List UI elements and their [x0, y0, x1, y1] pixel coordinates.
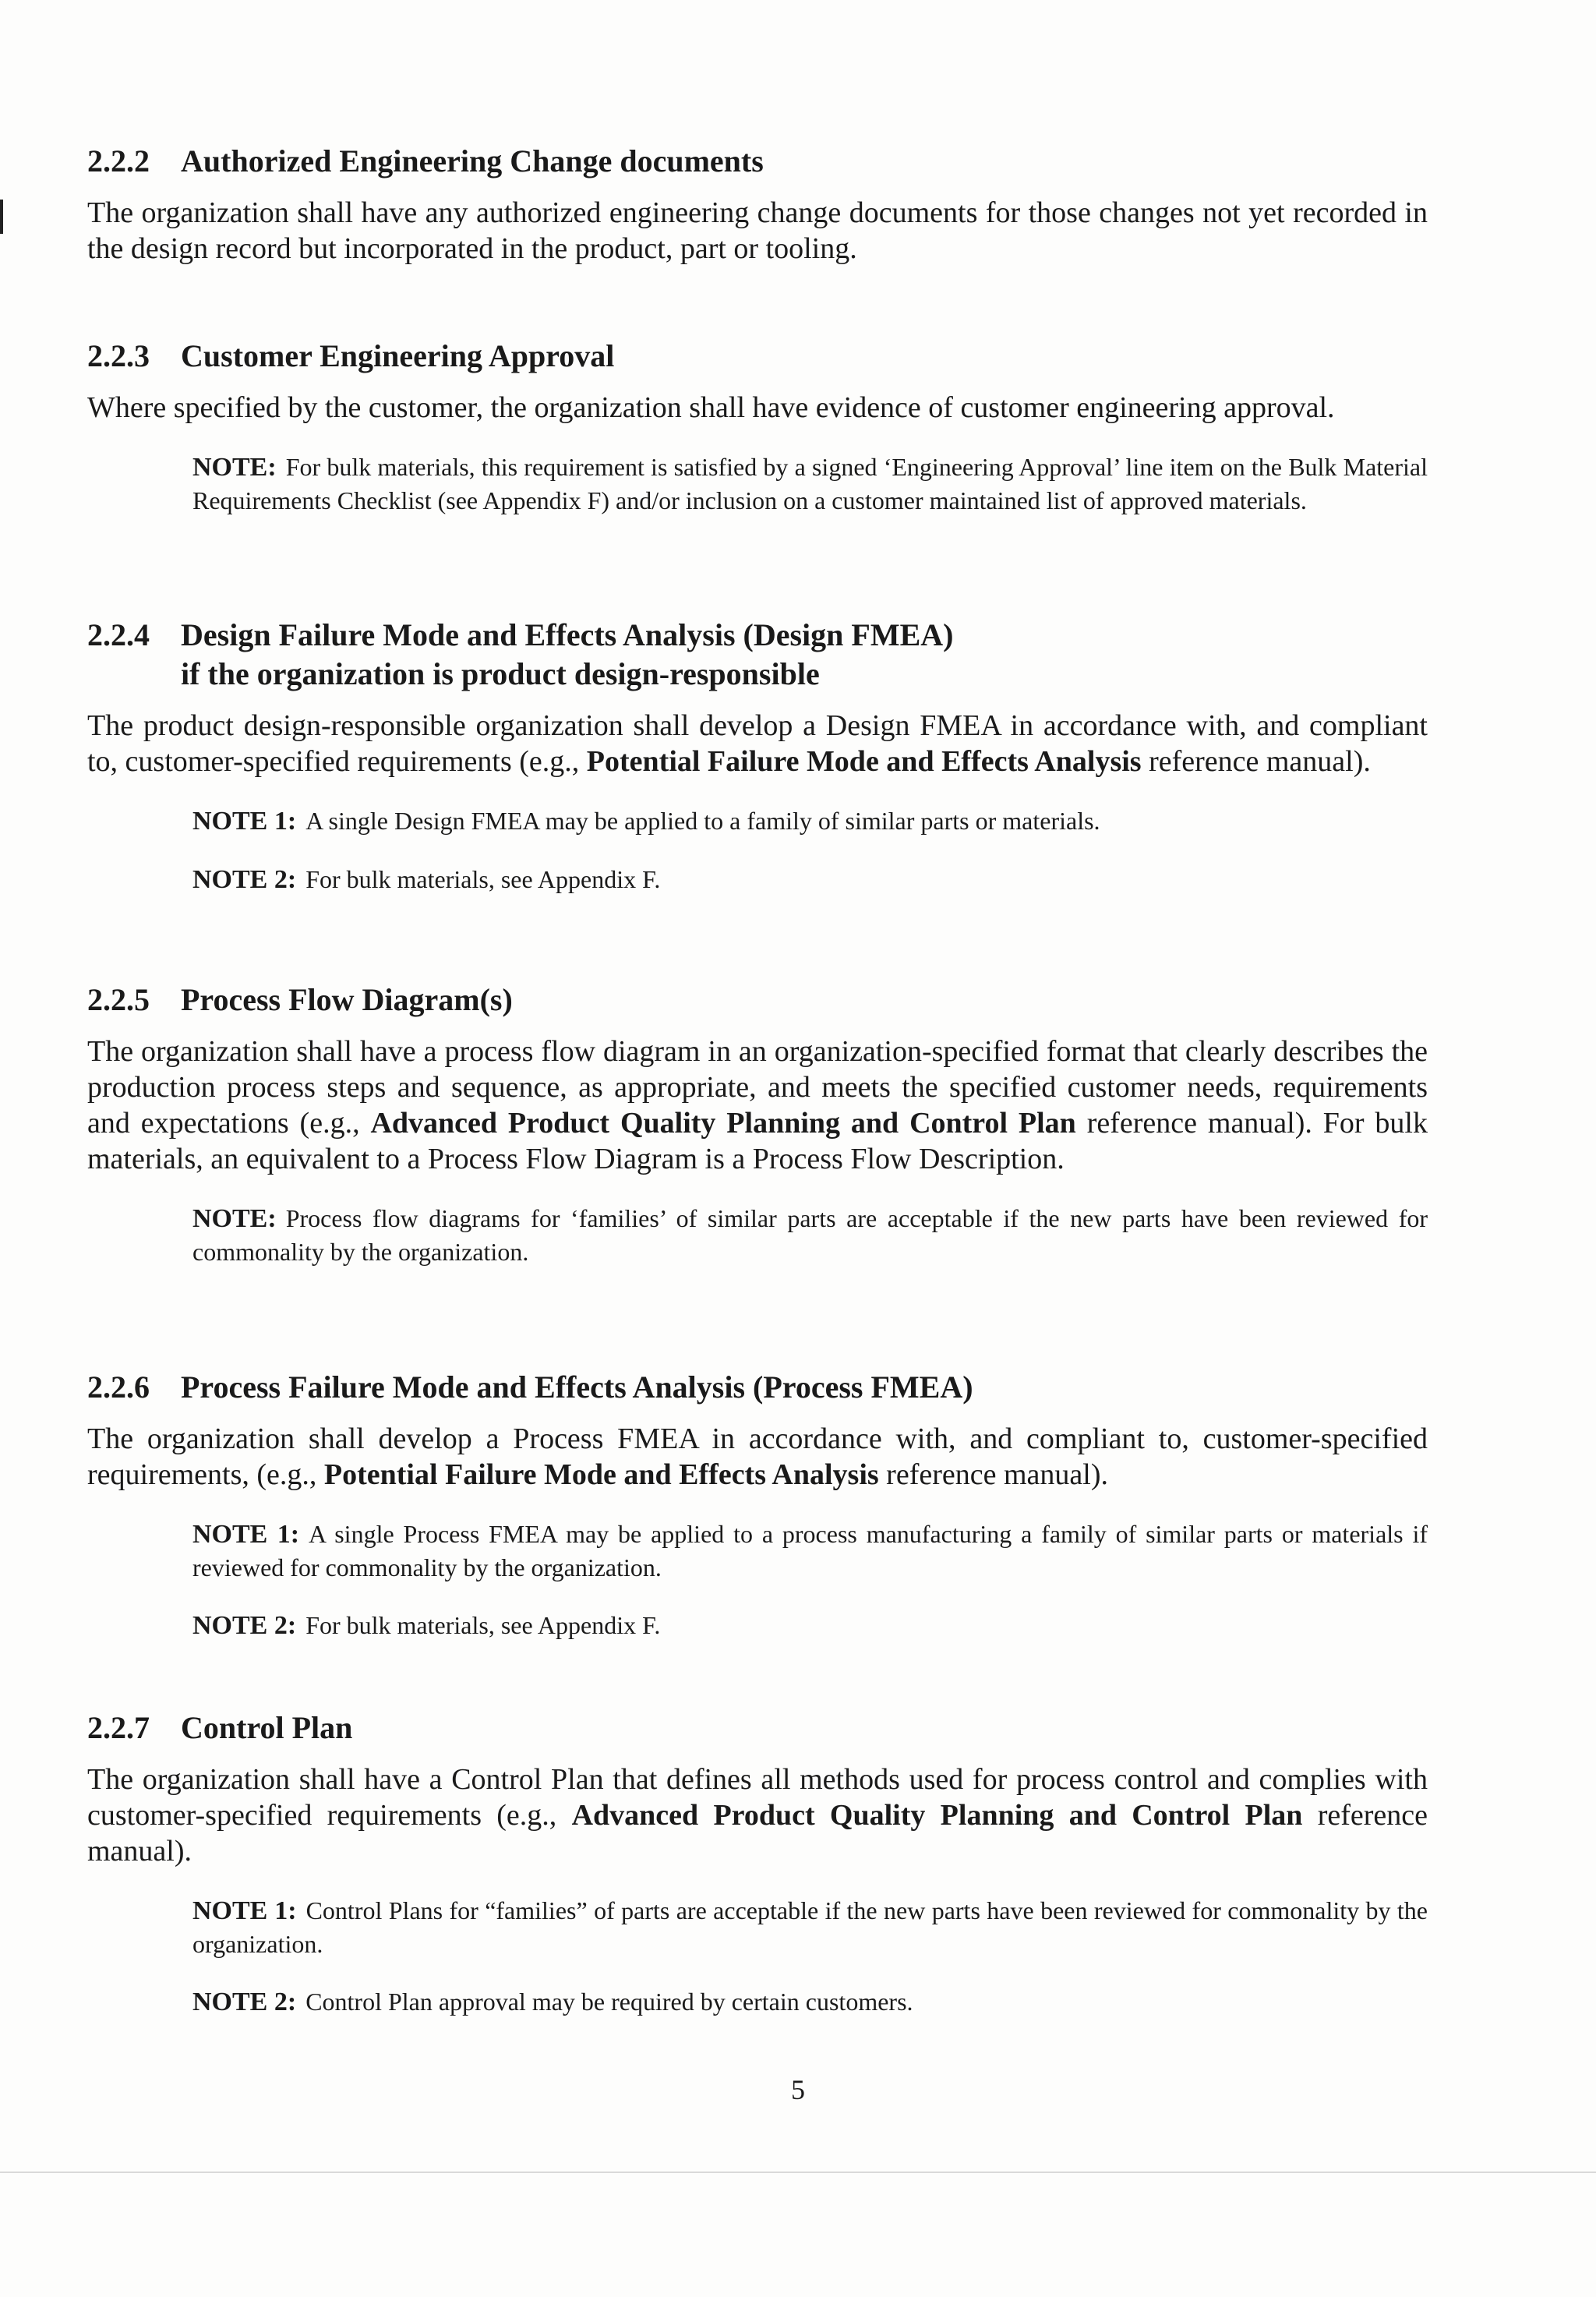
section-title: Process Failure Mode and Effects Analysis (Process FMEA)	[181, 1369, 973, 1405]
section-title: Authorized Engineering Change documents	[181, 143, 764, 178]
page-number: 5	[791, 2074, 805, 2105]
note-label: NOTE 1:	[192, 1896, 297, 1925]
section-2-2-3	[87, 337, 1428, 523]
section-body	[87, 708, 1428, 779]
section-body: The organization shall have any authorized engineering change documents for those changes not yet recorded in the design record but incorporated in the product, part or tooling.	[87, 196, 1428, 265]
note	[192, 1518, 1428, 1584]
section-title: Control Plan	[181, 1710, 353, 1745]
section-body	[87, 1421, 1428, 1493]
section-body	[87, 1034, 1428, 1177]
manual-reference: Advanced Product Quality Planning and Control Plan	[370, 1107, 1076, 1140]
note-text: Control Plans for “families” of parts are acceptable if the new parts have been reviewed for commonality by the organization.	[192, 1896, 1428, 1958]
section-title: Process Flow Diagram(s)	[181, 982, 513, 1017]
note-text: A single Process FMEA may be applied to a process manufacturing a family of similar parts or materials if reviewed for commonality by the organization.	[192, 1520, 1428, 1581]
manual-reference: Advanced Product Quality Planning and Control Plan	[571, 1799, 1303, 1832]
section-title-line2: if the organization is product design-responsible	[181, 656, 820, 691]
note-text: For bulk materials, see Appendix F.	[305, 1611, 661, 1639]
section-number: 2.2.7	[87, 1710, 150, 1745]
note	[192, 1609, 1428, 1642]
note-text: Control Plan approval may be required by certain customers.	[305, 1988, 913, 2016]
note-label: NOTE 1:	[192, 1520, 300, 1549]
note-label: NOTE 2:	[192, 1611, 297, 1640]
note	[192, 1985, 1428, 2019]
section-number: 2.2.6	[87, 1369, 150, 1405]
section-number: 2.2.4	[87, 617, 150, 652]
note-label: NOTE:	[192, 1204, 277, 1233]
body-text: reference manual).	[878, 1458, 1108, 1491]
body-text: reference manual).	[1141, 745, 1371, 778]
body-text: reference manual). For bulk materials, an equivalent to a Process Flow Diagram is a Process Flow Description.	[87, 1107, 1428, 1175]
note-label: NOTE 1:	[192, 807, 297, 836]
section-title	[181, 616, 1428, 694]
section-heading	[87, 1709, 1428, 1747]
section-heading	[87, 616, 1428, 694]
body-text: The organization shall have a process flow diagram in an organization-specified format that clearly describes the production process steps and sequence, as appropriate, and meets the specified customer needs, requirements and expectations (e.g.,	[87, 1035, 1428, 1140]
note	[192, 1202, 1428, 1268]
scan-edge-mark	[0, 200, 3, 234]
section-number: 2.2.3	[87, 338, 150, 373]
body-text: The organization shall have a Control Plan that defines all methods used for process control and complies with customer-specified requirements (e.g.,	[87, 1763, 1428, 1832]
note-label: NOTE 2:	[192, 865, 297, 894]
section-2-2-4	[87, 616, 1428, 903]
note	[192, 451, 1428, 517]
note-text: For bulk materials, this requirement is satisfied by a signed ‘Engineering Approval’ line item on the Bulk Material Requirements Checklist (see Appendix F) and/or inclusion on a customer maintained list of approved materials.	[192, 453, 1428, 514]
section-heading	[87, 981, 1428, 1020]
section-heading	[87, 142, 1428, 181]
note-text: For bulk materials, see Appendix F.	[305, 865, 661, 893]
section-2-2-6	[87, 1368, 1428, 1649]
section-heading	[87, 337, 1428, 376]
section-title-line1: Design Failure Mode and Effects Analysis (Design FMEA)	[181, 617, 954, 652]
section-2-2-7	[87, 1709, 1428, 2025]
note-label: NOTE 2:	[192, 1988, 297, 2016]
manual-reference: Potential Failure Mode and Effects Analysis	[586, 745, 1142, 778]
note	[192, 863, 1428, 896]
manual-reference: Potential Failure Mode and Effects Analysis	[323, 1458, 879, 1491]
section-title: Customer Engineering Approval	[181, 338, 615, 373]
scan-artifact-line	[0, 2172, 1596, 2173]
section-2-2-2	[87, 142, 1428, 274]
note-text: A single Design FMEA may be applied to a family of similar parts or materials.	[305, 807, 1100, 835]
body-text: reference manual).	[87, 1799, 1428, 1868]
section-2-2-5	[87, 981, 1428, 1274]
note-text: Process flow diagrams for ‘families’ of similar parts are acceptable if the new parts have been reviewed for commonality by the organization.	[192, 1204, 1428, 1266]
body-text: The product design-responsible organization shall develop a Design FMEA in accordance with, and compliant to, customer-specified requirements (e.g.,	[87, 709, 1428, 778]
body-text: The organization shall develop a Process FMEA in accordance with, and compliant to, customer-specified requirements, (e.g.,	[87, 1422, 1428, 1491]
section-body	[87, 1762, 1428, 1869]
note	[192, 1894, 1428, 1960]
note-label: NOTE:	[192, 453, 277, 482]
section-number: 2.2.5	[87, 982, 150, 1017]
section-body: Where specified by the customer, the organization shall have evidence of customer engineering approval.	[87, 391, 1335, 424]
note	[192, 804, 1428, 838]
section-heading	[87, 1368, 1428, 1407]
section-number: 2.2.2	[87, 143, 150, 178]
